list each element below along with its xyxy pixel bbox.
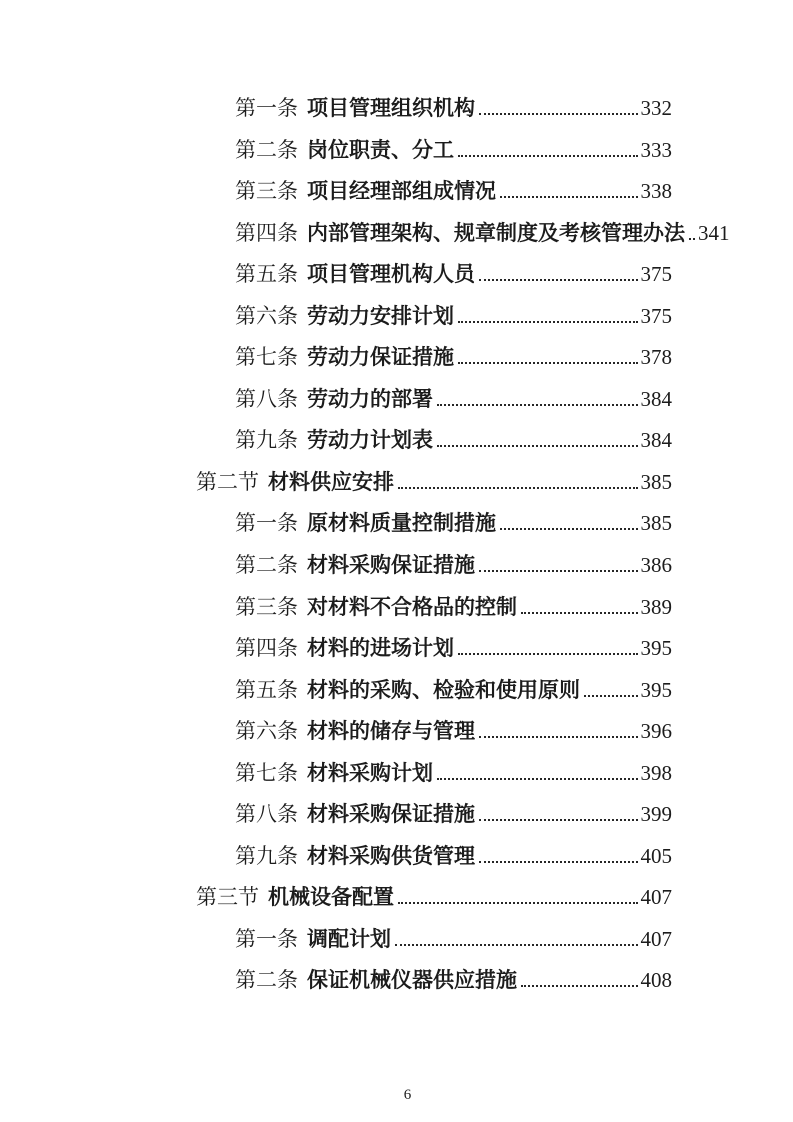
dot-leader-icon (479, 736, 638, 738)
toc-entry[interactable] (196, 462, 672, 504)
footer-page-number: 6 (403, 1087, 412, 1103)
toc-entry-title: 项目管理机构人员 (307, 262, 475, 287)
toc-entry-label: 第二节 (196, 469, 259, 494)
toc-entry[interactable] (235, 836, 672, 878)
toc-entry-page-number: 338 (640, 179, 672, 204)
toc-entry-label: 第七条 (235, 345, 298, 370)
toc-entry[interactable] (235, 503, 672, 545)
dot-leader-icon (521, 612, 638, 614)
toc-entry-title: 劳动力安排计划 (307, 303, 454, 328)
toc-entry-label: 第一条 (235, 511, 298, 536)
dot-leader-icon (689, 238, 695, 240)
toc-entry-label: 第五条 (235, 262, 298, 287)
toc-entry-page-number: 407 (640, 885, 672, 910)
toc-entry-page-number: 389 (640, 594, 672, 619)
toc-entry-title: 劳动力计划表 (307, 428, 433, 453)
toc-entry[interactable] (235, 296, 672, 338)
toc-entry-title: 材料的进场计划 (307, 636, 454, 661)
dot-leader-icon (584, 695, 638, 697)
toc-entry-label: 第七条 (235, 760, 298, 785)
toc-entry-label: 第三条 (235, 594, 298, 619)
toc-entry[interactable] (235, 213, 730, 255)
toc-entry-title: 材料采购保证措施 (307, 553, 475, 578)
dot-leader-icon (437, 445, 638, 447)
toc-entry-label: 第二条 (235, 137, 298, 162)
toc-entry-page-number: 384 (640, 386, 672, 411)
toc-entry[interactable] (235, 171, 672, 213)
toc-entry[interactable] (235, 628, 672, 670)
toc-entry[interactable] (235, 88, 672, 130)
dot-leader-icon (458, 155, 638, 157)
dot-leader-icon (437, 778, 638, 780)
dot-leader-icon (398, 487, 638, 489)
toc-entry-label: 第六条 (235, 719, 298, 744)
dot-leader-icon (458, 321, 638, 323)
toc-entry-page-number: 375 (640, 303, 672, 328)
dot-leader-icon (458, 362, 638, 364)
toc-entry-label: 第一条 (235, 96, 298, 120)
toc-entry[interactable] (235, 587, 672, 629)
toc-entry-label: 第九条 (235, 843, 298, 868)
toc-entry-label: 第九条 (235, 428, 298, 453)
toc-entry-label: 第四条 (235, 220, 298, 245)
dot-leader-icon (398, 902, 638, 904)
toc-entry-label: 第五条 (235, 677, 298, 702)
toc-entry[interactable] (235, 130, 672, 172)
toc-entry-title: 调配计划 (307, 926, 391, 951)
toc-entry-label: 第八条 (235, 802, 298, 827)
toc-entry-page-number: 384 (640, 428, 672, 453)
dot-leader-icon (479, 819, 638, 821)
toc-entry-page-number: 405 (640, 843, 672, 868)
toc-entry-label: 第二条 (235, 553, 298, 578)
toc-entry-page-number: 407 (640, 926, 672, 951)
dot-leader-icon (395, 944, 638, 946)
toc-entry-title: 对材料不合格品的控制 (307, 594, 517, 619)
dot-leader-icon (458, 653, 638, 655)
toc-entry-page-number: 333 (640, 137, 672, 162)
dot-leader-icon (521, 985, 638, 987)
toc-entry-title: 材料采购保证措施 (307, 802, 475, 827)
toc-entry-label: 第一条 (235, 926, 298, 951)
toc-entry-page-number: 375 (640, 262, 672, 287)
toc-entry-title: 内部管理架构、规章制度及考核管理办法 (307, 220, 685, 245)
toc-entry-page-number: 399 (640, 802, 672, 827)
toc-entry-title: 机械设备配置 (268, 885, 394, 910)
toc-entry-label: 第八条 (235, 386, 298, 411)
toc-entry-label: 第三节 (196, 885, 259, 910)
toc-entry[interactable] (235, 960, 672, 1002)
toc-entry[interactable] (235, 753, 672, 795)
dot-leader-icon (479, 279, 638, 281)
toc-entry[interactable] (235, 379, 672, 421)
toc-entry-page-number: 378 (640, 345, 672, 370)
dot-leader-icon (479, 570, 638, 572)
toc-entry[interactable] (235, 919, 672, 961)
toc-entry[interactable] (235, 545, 672, 587)
toc-entry-label: 第六条 (235, 303, 298, 328)
toc-entry-title: 项目经理部组成情况 (307, 179, 496, 204)
toc-entry-page-number: 332 (640, 96, 672, 120)
dot-leader-icon (479, 861, 638, 863)
toc-entry-title: 材料供应安排 (268, 469, 394, 494)
table-of-contents (196, 88, 730, 1002)
toc-entry-page-number: 341 (698, 220, 730, 245)
page-footer (0, 1087, 793, 1104)
toc-entry[interactable] (235, 711, 672, 753)
toc-entry-page-number: 385 (640, 511, 672, 536)
toc-entry-title: 项目管理组织机构 (307, 96, 475, 120)
toc-entry-page-number: 396 (640, 719, 672, 744)
dot-leader-icon (500, 196, 638, 198)
toc-entry-title: 材料的储存与管理 (307, 719, 475, 744)
toc-entry-label: 第四条 (235, 636, 298, 661)
dot-leader-icon (437, 404, 638, 406)
toc-entry-title: 材料的采购、检验和使用原则 (307, 677, 580, 702)
toc-entry-title: 材料采购计划 (307, 760, 433, 785)
toc-entry-title: 保证机械仪器供应措施 (307, 968, 517, 993)
toc-entry[interactable] (235, 254, 672, 296)
toc-entry-title: 原材料质量控制措施 (307, 511, 496, 536)
toc-entry-title: 岗位职责、分工 (307, 137, 454, 162)
toc-entry[interactable] (235, 794, 672, 836)
toc-entry-page-number: 386 (640, 553, 672, 578)
toc-entry-label: 第二条 (235, 968, 298, 993)
toc-entry-title: 材料采购供货管理 (307, 843, 475, 868)
toc-entry-page-number: 385 (640, 469, 672, 494)
dot-leader-icon (500, 528, 638, 530)
toc-entry-page-number: 395 (640, 677, 672, 702)
toc-entry[interactable] (235, 670, 672, 712)
toc-entry[interactable] (235, 420, 672, 462)
toc-entry-label: 第三条 (235, 179, 298, 204)
toc-entry[interactable] (235, 337, 672, 379)
toc-entry-title: 劳动力的部署 (307, 386, 433, 411)
toc-entry[interactable] (196, 877, 672, 919)
toc-entry-page-number: 395 (640, 636, 672, 661)
toc-entry-page-number: 398 (640, 760, 672, 785)
dot-leader-icon (479, 113, 638, 115)
toc-entry-title: 劳动力保证措施 (307, 345, 454, 370)
toc-entry-page-number: 408 (640, 968, 672, 993)
